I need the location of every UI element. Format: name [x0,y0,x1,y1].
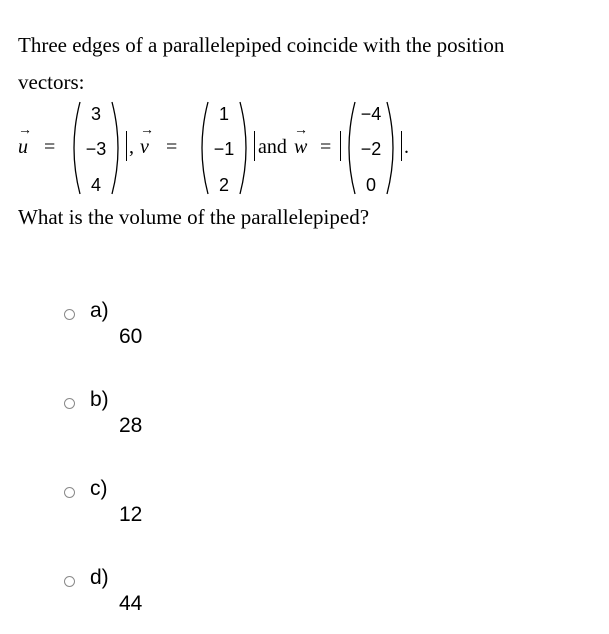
vector-v-component-3: 2 [218,175,229,195]
comma: , [129,136,134,158]
vector-equation [18,98,598,198]
option-label: c) [90,477,108,500]
option-b[interactable] [64,388,184,451]
vector-v-component-1: 1 [218,104,229,124]
option-d[interactable] [64,566,184,629]
vector-w [341,98,401,198]
vector-v [194,98,254,198]
vector-w-component-2: −2 [360,139,382,159]
vector-u-component-1: 3 [90,104,101,124]
equals-sign: = [44,136,56,158]
vector-w-component-3: 0 [365,175,376,195]
option-c[interactable] [64,477,184,540]
radio-button-icon[interactable] [64,576,75,587]
radio-button-icon[interactable] [64,398,75,409]
vector-arrow-icon: → [18,123,32,138]
equals-sign: = [166,136,178,158]
vector-u-name: → u [18,123,32,158]
separator-bar [126,131,127,161]
separator-bar [254,131,255,161]
option-label: b) [90,388,109,411]
question-text-line-3: What is the volume of the parallelepiped? [18,205,370,229]
vector-w-name: → w [294,123,308,158]
option-label: d) [90,566,109,589]
option-value: 60 [119,325,143,348]
option-value: 28 [119,414,143,437]
option-label: a) [90,299,109,322]
period: . [404,136,409,158]
vector-arrow-icon: → [140,123,154,138]
radio-button-icon[interactable] [64,309,75,320]
and-text: and [258,136,287,158]
option-a[interactable] [64,299,184,362]
radio-button-icon[interactable] [64,487,75,498]
option-value: 44 [119,592,143,615]
option-value: 12 [119,503,143,526]
equals-sign: = [320,136,332,158]
vector-u-component-2: −3 [85,139,107,159]
vector-u-component-3: 4 [90,175,101,195]
question-text-line-2: vectors: [18,70,85,94]
vector-v-name: → v [140,123,154,158]
vector-u [66,98,126,198]
separator-bar [401,131,402,161]
vector-arrow-icon: → [294,123,308,138]
vector-w-component-1: −4 [360,104,382,124]
question-text-line-1: Three edges of a parallelepiped coincide with the position [18,33,505,57]
vector-v-component-2: −1 [213,139,235,159]
